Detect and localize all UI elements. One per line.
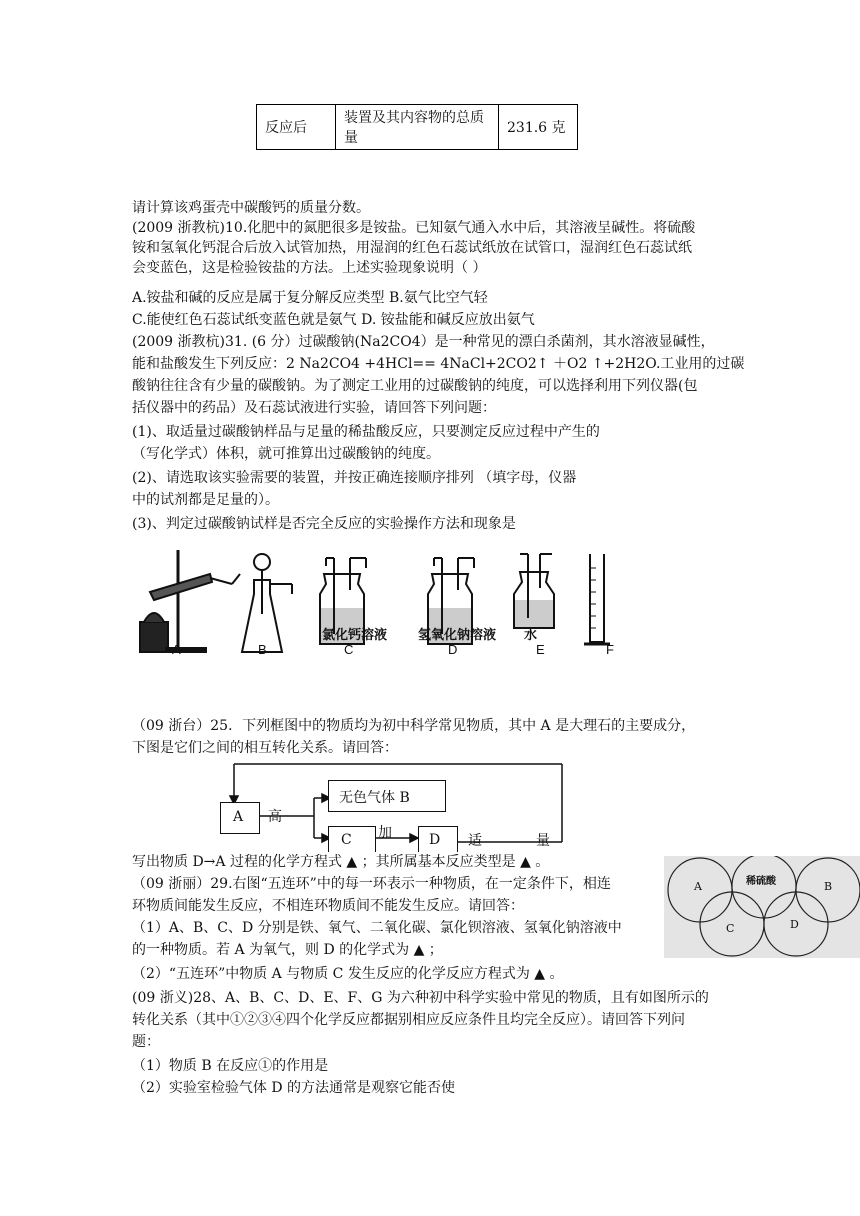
ring-label-c: C: [726, 922, 735, 935]
text-line: （写化学式）体积，就可推算出过碳酸钠的纯度。: [132, 446, 440, 462]
text-line: 环物质间能发生反应，不相连环物质间不能发生反应。请回答：: [132, 898, 524, 914]
option-line: A.铵盐和碱的反应是属于复分解反应类型 B.氨气比空气轻: [132, 290, 488, 306]
text-line: （1）物质 B 在反应①的作用是: [132, 1058, 329, 1074]
apparatus-letter: A: [172, 642, 181, 657]
text-line: 题：: [132, 1034, 160, 1050]
apparatus-letter: F: [606, 642, 614, 657]
text-line: 请计算该鸡蛋壳中碳酸钙的质量分数。: [132, 200, 370, 216]
flow-condition-label: 加: [378, 825, 392, 841]
text-line: 写出物质 D→A 过程的化学方程式 ▲ ；其所属基本反应类型是 ▲ 。: [132, 854, 550, 870]
flow-condition-label: 高: [268, 809, 282, 825]
apparatus-c-label: 氯化钙溶液: [322, 628, 388, 643]
text-line: （2）实验室检验气体 D 的方法通常是观察它能否使: [132, 1080, 456, 1096]
text-line: 括仪器中的药品）及石蕊试液进行实验，请回答下列问题：: [132, 400, 496, 416]
flow-condition-label: 量: [536, 833, 550, 849]
text-line: （1）A、B、C、D 分别是铁、氧气、二氧化碳、氯化钡溶液、氢氧化钠溶液中: [132, 920, 622, 936]
text-line: (2)、请选取该实验需要的装置，并按正确连接顺序排列 （填字母，仪器: [132, 470, 577, 486]
flow-condition-label: 适: [468, 833, 482, 849]
text-line: （09 浙丽）29.右图“五连环”中的每一环表示一种物质，在一定条件下，相连: [132, 876, 611, 892]
table-cell: 装置及其内容物的总质量: [336, 105, 499, 150]
table-cell: 231.6 克: [499, 105, 578, 150]
text-line: （09 浙台）25．下列框图中的物质均为初中科学常见物质，其中 A 是大理石的主要成分，: [132, 718, 696, 734]
apparatus-e-icon: [514, 554, 554, 628]
apparatus-letter: D: [448, 642, 458, 657]
apparatus-e-label: 水: [524, 628, 538, 643]
text-line: 铵和氢氧化钙混合后放入试管加热，用湿润的红色石蕊试纸放在试管口，湿润红色石蕊试纸: [132, 240, 692, 256]
apparatus-a-icon: [140, 550, 240, 652]
result-table: [256, 104, 578, 150]
text-line: 酸钠往往含有少量的碳酸钠。为了测定工业用的过碳酸钠的纯度，可以选择利用下列仪器(包: [132, 378, 698, 394]
flow-box-b: 无色气体 B: [328, 780, 446, 812]
text-line: 的一种物质。若 A 为氧气，则 D 的化学式为 ▲ ；: [132, 942, 443, 958]
text-line: 转化关系（其中①②③④四个化学反应都据别相应反应条件且均完全反应）。请回答下列问: [132, 1012, 685, 1028]
text-line: 中的试剂都是足量的）。: [132, 492, 279, 508]
apparatus-b-icon: [242, 554, 292, 652]
text-line: (3)、判定过碳酸钠试样是否完全反应的实验操作方法和现象是: [132, 516, 516, 532]
text-line: (09 浙义)28、A、B、C、D、E、F、G 为六种初中科学实验中常见的物质，且有如图所示的: [132, 990, 709, 1006]
apparatus-d-label: 氢氧化钠溶液: [418, 628, 497, 643]
ring-label-d: D: [790, 918, 799, 931]
apparatus-f-icon: [584, 554, 610, 644]
flow-box-c: C: [328, 826, 376, 856]
ring-label-a: A: [694, 880, 702, 893]
ring-label-center: 稀硫酸: [746, 876, 776, 887]
text-line: （2）“五连环”中物质 A 与物质 C 发生反应的化学反应方程式为 ▲ 。: [132, 966, 564, 982]
text-line: (1)、取适量过碳酸钠样品与足量的稀盐酸反应，只要测定反应过程中产生的: [132, 424, 600, 440]
apparatus-letter: C: [344, 642, 354, 657]
table-cell: 反应后: [257, 105, 336, 150]
apparatus-letter: B: [258, 642, 267, 657]
ring-label-b: B: [824, 880, 833, 893]
text-line: 能和盐酸发生下列反应：2 Na2CO4 +4HCl== 4NaCl+2CO2↑ ＋O2 ↑+2H2O.工业用的过碳: [132, 356, 745, 372]
text-line: (2009 浙教杭)10.化肥中的氮肥很多是铵盐。已知氨气通入水中后，其溶液呈碱性。将硫酸: [132, 220, 696, 236]
five-rings-figure: [664, 856, 860, 958]
flow-box-d: D: [418, 826, 458, 856]
table-row: [257, 105, 578, 150]
text-line: 会变蓝色，这是检验铵盐的方法。上述实验现象说明（ ）: [132, 260, 487, 276]
text-line: (2009 浙教杭)31. (6 分）过碳酸钠(Na2CO4）是一种常见的漂白杀菌剂，其水溶液显碱性，: [132, 334, 715, 350]
text-line: 下图是它们之间的相互转化关系。请回答：: [132, 740, 398, 756]
apparatus-letter: E: [536, 642, 545, 657]
flow-box-a: A: [220, 802, 260, 834]
option-line: C.能使红色石蕊试纸变蓝色就是氨气 D. 铵盐能和碱反应放出氨气: [132, 312, 535, 328]
